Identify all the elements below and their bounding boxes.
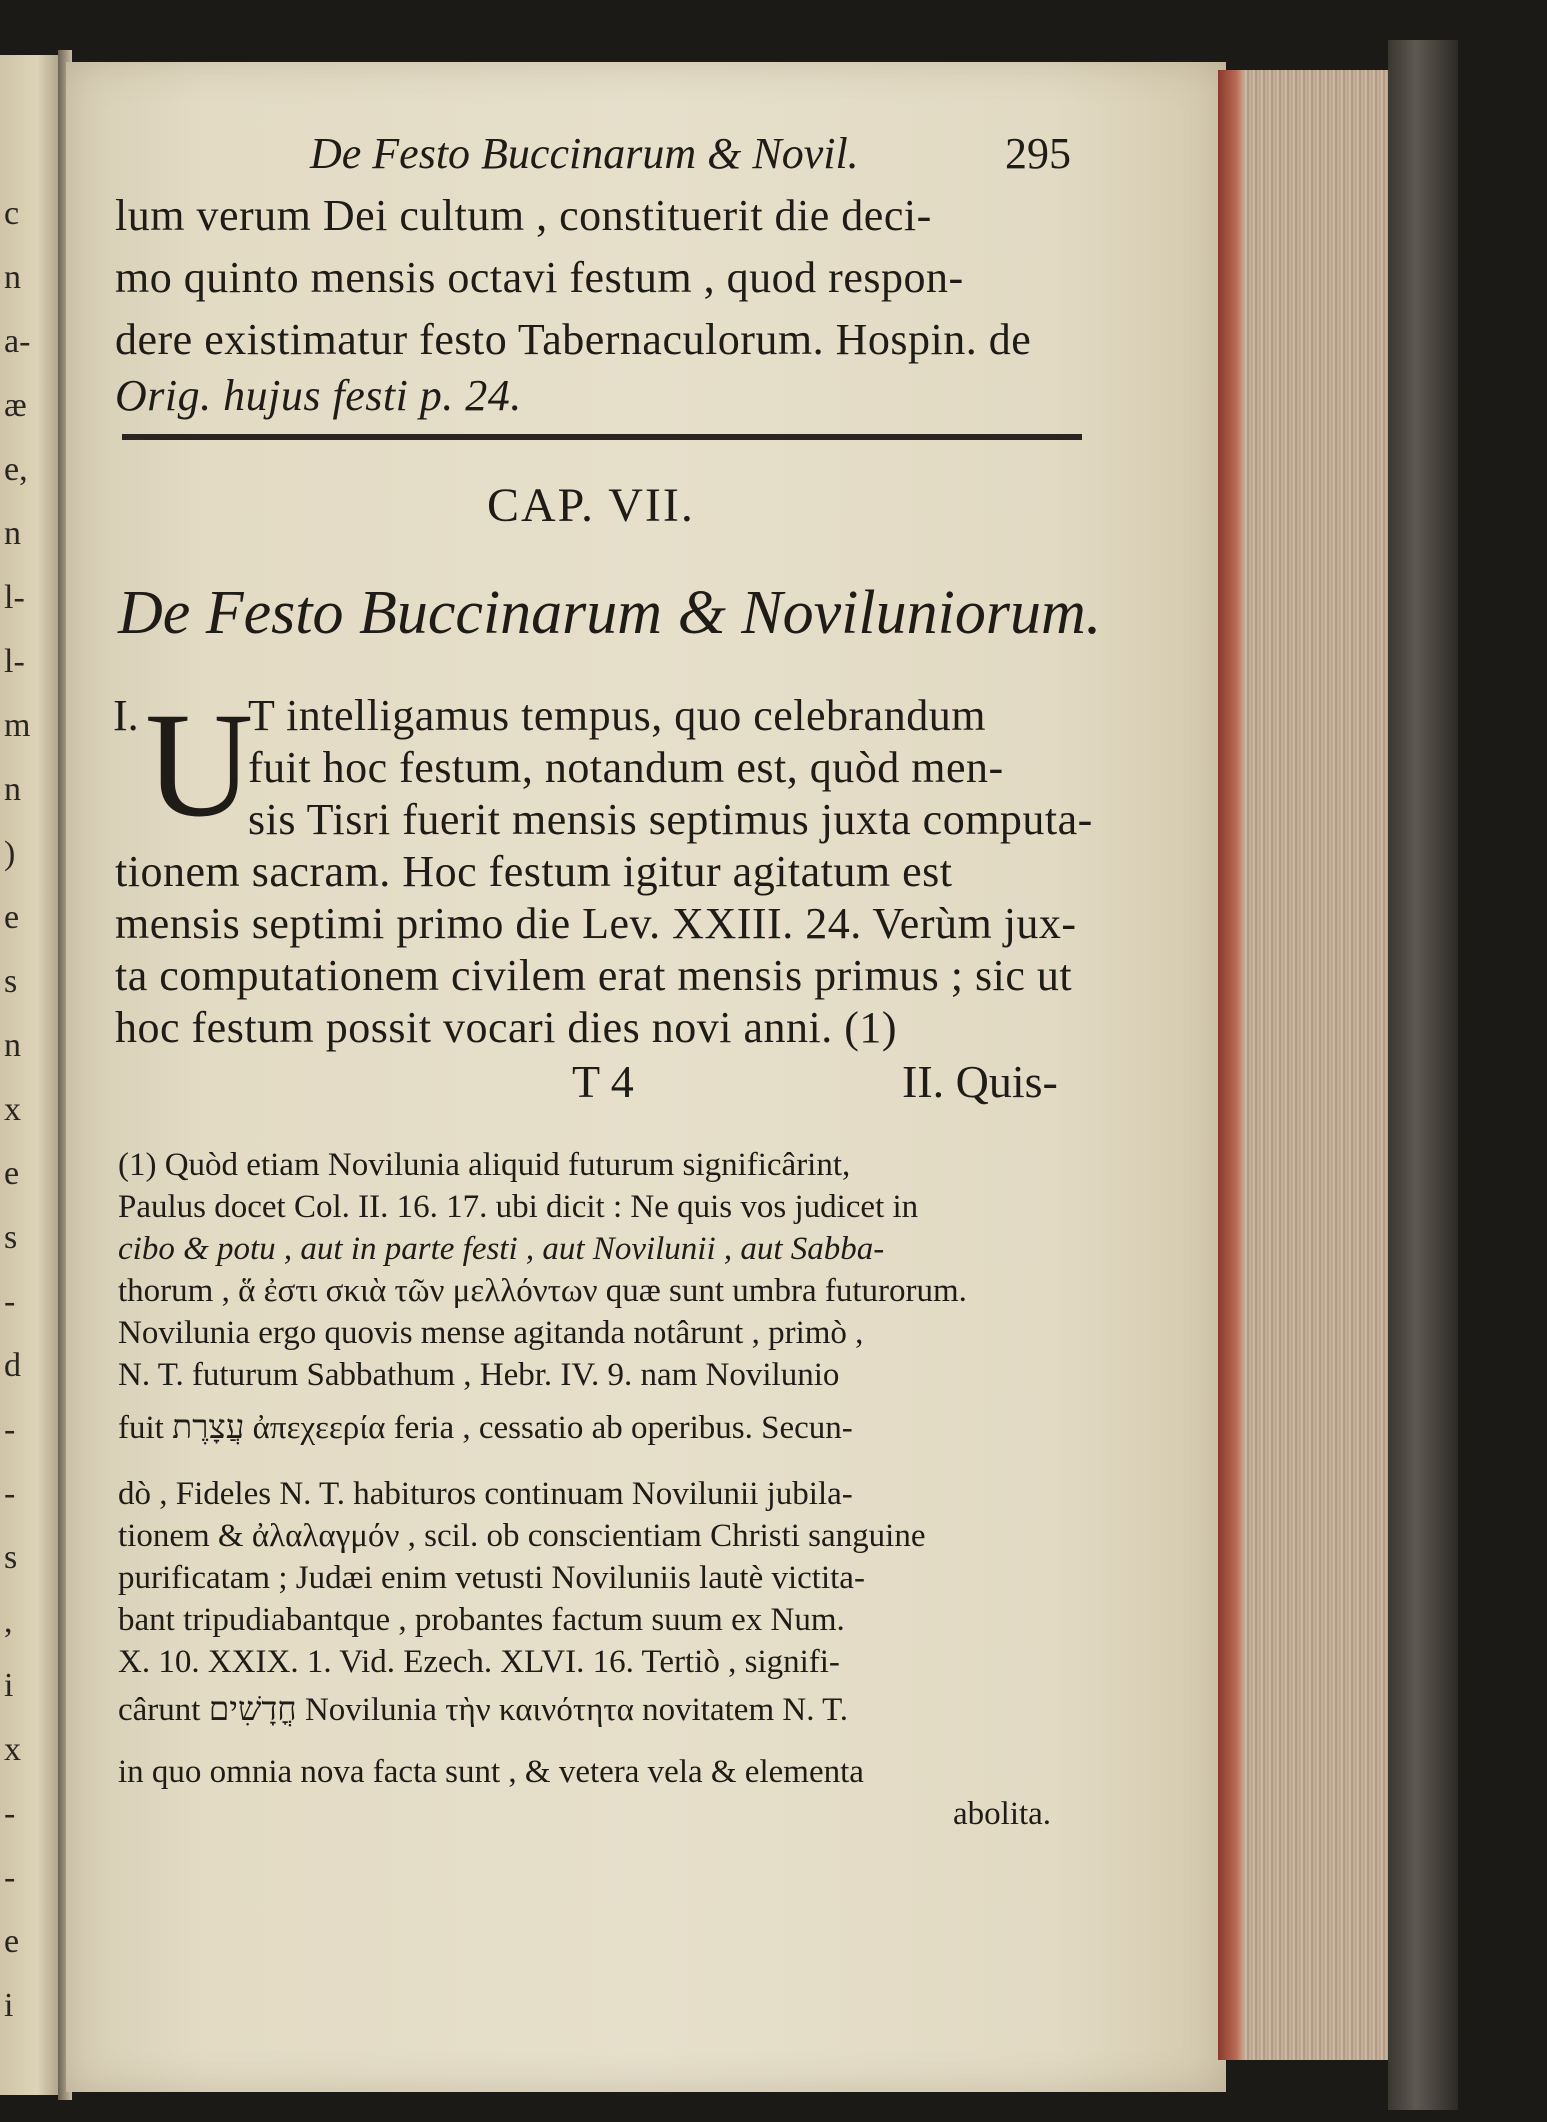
facing-page-edge <box>0 55 62 2095</box>
facing-page-fragment: s <box>4 1219 18 1256</box>
drop-capital: U <box>145 682 254 848</box>
footnote-line: cârunt חֳדָשִׁים Novilunia τὴν καινότητα novitatem N. T. <box>118 1692 849 1728</box>
text-line: fuit hoc festum, notandum est, quòd men- <box>248 743 1004 792</box>
text-line: hoc festum possit vocari dies novi anni. (1) <box>115 1003 898 1052</box>
text-line: Orig. hujus festi p. 24. <box>115 371 522 420</box>
footnote-line: dò , Fideles N. T. habituros continuam Novilunii jubila- <box>118 1476 853 1512</box>
book-cover <box>1388 40 1458 2110</box>
text-line: mensis septimi primo die Lev. XXIII. 24. Verùm jux- <box>115 899 1077 948</box>
footnote-line: purificatam ; Judæi enim vetusti Noviluniis lautè victita- <box>118 1560 865 1596</box>
facing-page-fragment: s <box>4 963 18 1000</box>
facing-page-fragment: i <box>4 1667 14 1704</box>
footnote-line: abolita. <box>953 1796 1052 1832</box>
text-line: sis Tisri fuerit mensis septimus juxta computa- <box>248 795 1093 844</box>
footnote-line: Paulus docet Col. II. 16. 17. ubi dicit : Ne quis vos judicet in <box>118 1189 919 1225</box>
footnote-line: X. 10. XXIX. 1. Vid. Ezech. XLVI. 16. Tertiò , signifi- <box>118 1644 840 1680</box>
facing-page-fragment: s <box>4 1539 18 1576</box>
page-number: 295 <box>1005 129 1071 178</box>
running-head: De Festo Buccinarum & Novil. <box>310 129 859 178</box>
text-line: dere existimatur festo Tabernaculorum. Hospin. de <box>115 315 1032 364</box>
facing-page-fragment: e, <box>4 451 28 488</box>
facing-page-fragment: æ <box>4 387 27 424</box>
facing-page-fragment: - <box>4 1475 16 1512</box>
footnote-line: bant tripudiabantque , probantes factum suum ex Num. <box>118 1602 845 1638</box>
footnote-line: cibo & potu , aut in parte festi , aut Novilunii , aut Sabba- <box>118 1231 885 1267</box>
facing-page-fragment: - <box>4 1795 16 1832</box>
text-line: lum verum Dei cultum , constituerit die deci- <box>115 191 932 240</box>
footnote-line: thorum , ἅ ἐστι σκιὰ τῶν μελλόντων quæ sunt umbra futurorum. <box>118 1273 967 1309</box>
facing-page-fragment: l- <box>4 579 25 616</box>
facing-page-fragment: - <box>4 1411 16 1448</box>
facing-page-fragment: n <box>4 771 21 808</box>
section-rule <box>122 434 1082 440</box>
facing-page-fragment: a- <box>4 323 31 360</box>
facing-page-fragment: c <box>4 195 20 232</box>
facing-page-fragment: i <box>4 1987 14 2024</box>
facing-page-fragment: , <box>4 1603 13 1640</box>
footnote-line: N. T. futurum Sabbathum , Hebr. IV. 9. nam Novilunio <box>118 1357 840 1393</box>
text-line: T intelligamus tempus, quo celebrandum <box>248 691 986 740</box>
facing-page-fragment: ) <box>4 835 16 872</box>
chapter-title: De Festo Buccinarum & Noviluniorum. <box>118 579 1102 647</box>
section-number: I. <box>113 691 139 740</box>
footnote-line: in quo omnia nova facta sunt , & vetera vela & elementa <box>118 1754 864 1790</box>
facing-page-fragment: m <box>4 707 31 744</box>
facing-page-fragment: n <box>4 259 21 296</box>
facing-page-fragment: l- <box>4 643 25 680</box>
chapter-heading: CAP. VII. <box>487 479 695 532</box>
catchword: II. Quis- <box>902 1056 1058 1107</box>
facing-page-fragment: - <box>4 1283 16 1320</box>
facing-page-fragment: n <box>4 1027 21 1064</box>
facing-page-fragment: x <box>4 1731 21 1768</box>
facing-page-fragment: x <box>4 1091 21 1128</box>
footnote-line: tionem & ἀλαλαγμόν , scil. ob conscientiam Christi sanguine <box>118 1518 926 1554</box>
facing-page-fragment: e <box>4 899 20 936</box>
footnote-line: (1) Quòd etiam Novilunia aliquid futurum significârint, <box>118 1147 851 1183</box>
footnote-line: Novilunia ergo quovis mense agitanda notârunt , primò , <box>118 1315 864 1351</box>
signature-mark: T 4 <box>572 1056 634 1107</box>
facing-page-fragment: d <box>4 1347 21 1384</box>
text-line: mo quinto mensis octavi festum , quod respon- <box>115 253 964 302</box>
facing-page-fragment: - <box>4 1859 16 1896</box>
facing-page-fragment: e <box>4 1155 20 1192</box>
text-line: tionem sacram. Hoc festum igitur agitatum est <box>115 847 953 896</box>
footnote-line: fuit עֲצָרֶת ἀπεχεερία feria , cessatio ab operibus. Secun- <box>118 1410 853 1446</box>
red-edge-stain <box>1218 70 1244 2060</box>
facing-page-fragment: n <box>4 515 21 552</box>
facing-page-fragment: e <box>4 1923 20 1960</box>
text-line: ta computationem civilem erat mensis primus ; sic ut <box>115 951 1073 1000</box>
